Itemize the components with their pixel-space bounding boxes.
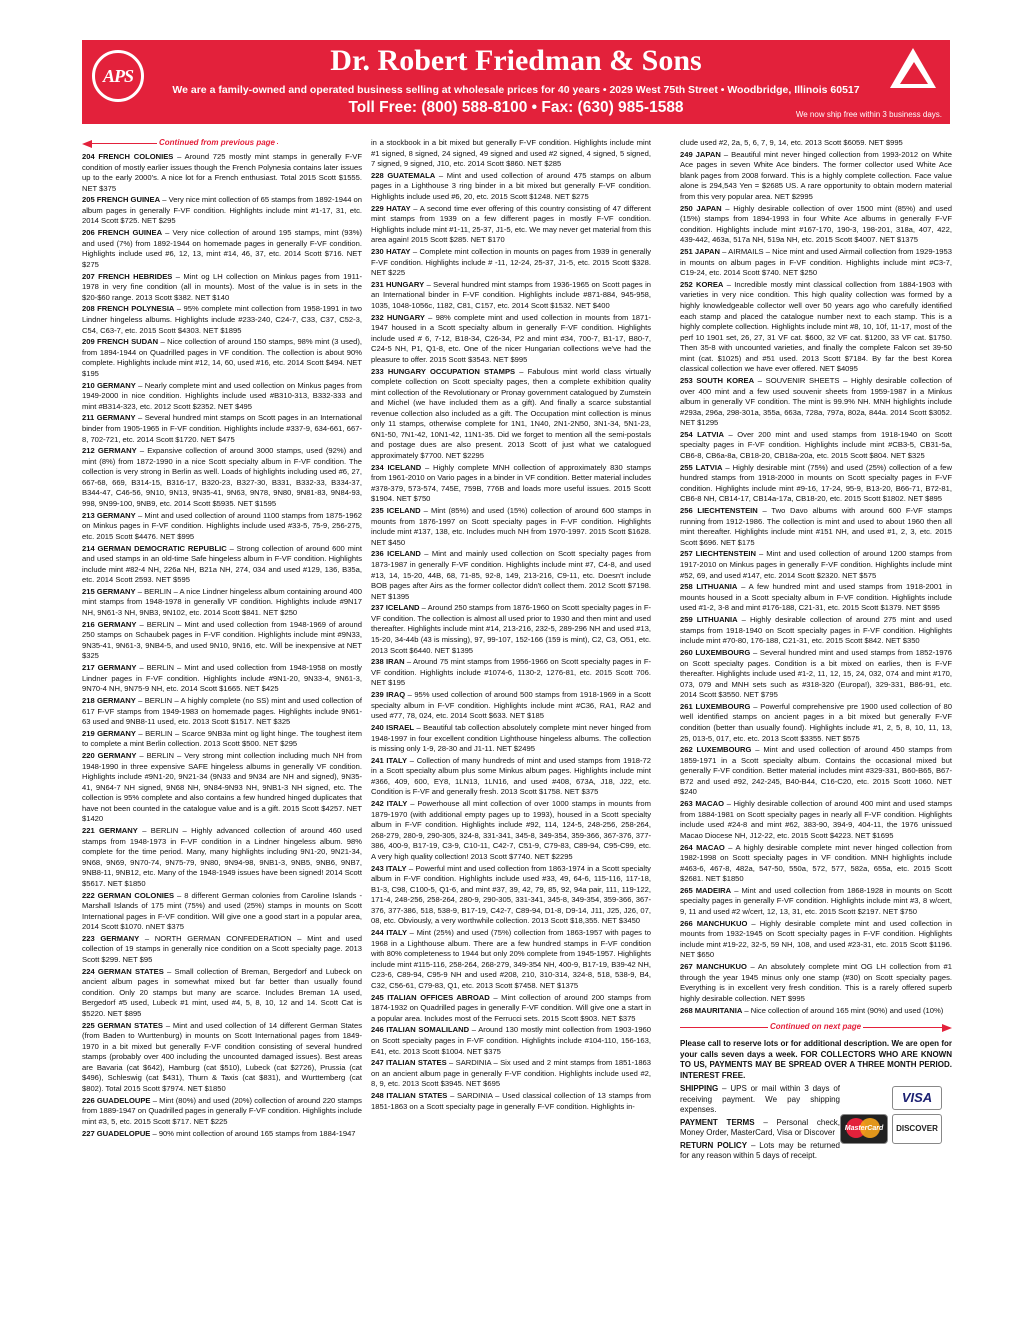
lot-entry — [82, 152, 362, 194]
lot-description: – BERLIN – A nice Lindner hingeless album containing around 400 mint stamps from 1948-1978 in generally VF condition. Highlights include #9N17 NH, 9N61-3 NH, 9NB3, 9N102, etc. 2014 Scott $841. NET $250 — [82, 586, 362, 618]
lot-entry — [680, 886, 952, 918]
lot-description: – Several hundred mint stamps on Scott pages in an International binder from 1905-1965 in F-VF condition. Highlights include #337-9, 634-661, 667-8, 702-721, etc. 2014 Scott $1720. NET $475 — [82, 413, 362, 444]
lot-heading: 267 MANCHUKUO — [680, 962, 747, 972]
lot-heading: 229 HATAY — [371, 203, 411, 213]
lot-description: – SARDINIA – Used classical collection of 13 stamps from 1851-1863 on a Scott specialty page in generally F-VF condition. Highlights in- — [371, 1091, 652, 1111]
lot-description: – Highly desirable collection of around 275 mint and used stamps from 1918-1940 on Scott specialty pages in F-VF condition. Highlights include mint #70-80, 176-188, C21-31, etc. 2015 Scott $842. NET $350 — [680, 615, 953, 646]
lot-heading: 215 GERMANY — [82, 586, 136, 596]
lot-description: – NORTH GERMAN CONFEDERATION – Mint and used collection of 19 stamps in generally nice condition on a Scott specialty page. 2013 Scott $299. NET $95 — [82, 933, 362, 965]
lot-heading: 232 HUNGARY — [371, 312, 425, 322]
lot-description: – 95% used collection of around 500 stamps from 1918-1969 in a Scott specialty album in F-VF condition. Highlights include mint #C36, RA1, RA2 and used #77, 78, 024, etc. 2014 Scott $633. NET $185 — [371, 690, 651, 721]
lot-description: – Expansive collection of around 3000 stamps, used (92%) and mint (8%) from 1872-1990 in a nice Scott specialty album in F-VF condition. The collection is very strong in Berlin as well. Loads of highlights including used #6, 27, 667-68, 669, B314-15, B316-17, B320-23, B327-30, B331, B332-33, B334-37, B344-47, C46-56, 9N10, 9N13, 9N35-41, 9N63, 9N78, 9N80, 9N81-83, 9N84-93, 998, 9N99-100, 9NB9, etc. 2014 Scott $5935. NET $1595 — [82, 446, 362, 508]
lot-heading: 263 MACAO — [680, 799, 725, 809]
lot-entry — [680, 843, 952, 885]
lot-description: – Around 130 mostly mint collection from 1903-1960 on Scott specialty pages in F-VF condition. Highlights include #104-110, 156-163, E41, etc. 2013 Scott $1004. NET $375 — [371, 1025, 651, 1056]
lot-entry — [82, 696, 362, 728]
lot-entry — [371, 993, 651, 1025]
lot-description: – 95% complete mint collection from 1958-1991 in two Lindner hingeless albums. Highlights include #233-240, C24-7, C33, C37, C52-3, C54, C63-7, etc. 2015 Scott $4303. NET $1895 — [82, 304, 362, 335]
lot-description: – Mint og LH collection on Minkus pages from 1911-1978 in very fine condition (all in mounts). Most of the value is in sets in the $20-$60 range. 2013 Scott $382. NET $140 — [82, 271, 362, 302]
lot-entry — [371, 506, 651, 548]
lot-entry — [371, 280, 651, 312]
lot-description: – Around 725 mostly mint stamps in generally F-VF condition of mostly earlier issues though the French Polynesia contains later issues up to the early 2000's. A nice lot for a French enthusiast. Total 2015 Scott $1555. NET $375 — [82, 152, 362, 193]
lot-entry — [82, 1129, 362, 1140]
lot-description: – Powerhouse all mint collection of over 1000 stamps in mounts from 1879-1970 (with additional empty pages up to 1993), housed in a Scott specialty album in F-VF condition. Highlights include #92, 114, 124-5, 248-256, 258-264, 268-279, 280-9, 290-305, 324-8, 331-341, 345-8, 349-354, 359-366, 367-376, 377-386, 400-9, B17-19, C3-9, C10-11, C42-7, C51-9, C79-83, C89-94, C95-C99, etc. A very high quality collection! 2013 Scott $7740. NET $2295 — [371, 799, 651, 861]
lot-entry — [680, 204, 952, 246]
lot-description: – Mint (25%) and used (75%) collection from 1863-1957 with pages to 1968 in a Lighthouse album. There are a few hundred stamps in F-VF condition with 80% completeness to 1944 but only 20% complete from 1945-1957. Highlights include mint #115-116, 258-264, 268-279, 349-354 NH, 400-9, B17-19, B39-42 NH, C23-6, C89-94, C95-9 NH and used #208, 210, 310-314, 324-8, 518, 538-9, B4, C32, C56-61, C79-83, Q1, etc. 2013 Scott $7458. NET $1375 — [371, 928, 651, 990]
lot-heading: 246 ITALIAN SOMALILAND — [371, 1025, 470, 1035]
lot-heading: 260 LUXEMBOURG — [680, 647, 751, 657]
lot-description: – BERLIN – Mint and used collection from 1948-1969 of around 250 stamps on Schaubek pages in F-VF condition. Highlights include mint #9N33, 9N35-41, 9N61-3, 9NB4-5, and used 9N10, 9N16, etc. Will be inexpensive at NET $325 — [82, 619, 362, 661]
lot-entry — [371, 723, 651, 755]
lot-description: – Mint (85%) and used (15%) collection of around 600 stamps in mounts from 1876-1997 on Scott specialty pages in F-VF condition. Highlights include mint #137, 138, etc. Includes much NH from 1970-1997. 2015 Scott $1628. NET $450 — [371, 506, 651, 547]
lot-entry — [82, 195, 362, 227]
lot-description: – BERLIN – Very strong mint collection including much NH from 1948-1990 in three expensive SAFE hingeless albums in generally VF condition. Highlights include #9N1-20, 9N21-34 (9N33 and 9N34 are NH and signed), 9N35-41, 9N64-7 NH signed, 9N68 NH, 9N84-9N93 NH, 9NB1-3 NH signed, etc. The collection is 95% complete and also contains a few hundred hinged duplicates that have not been counted in the catalogue value and is a gift. 2015 Scott $4257. NET $1420 — [82, 751, 362, 824]
lot-entry — [82, 1096, 362, 1128]
lot-entry — [680, 648, 952, 701]
lot-description: – Beautiful tab collection absolutely complete mint never hinged from 1948-1997 in four excellent condition Lighthouse hingeless albums. The collection is missing only 1-9, 28-30 and J1-11. NET $2495 — [371, 722, 651, 754]
lot-description: – Several hundred mint and used stamps from 1852-1976 on Scott specialty pages. Condition is a bit mixed on earlies, then is F-VF thereafter. Highlights include used #1-2, 11, 12, 15, 24, 032, 074 and mint #170, 073, 079 and MNH sets such as #318-320 (Europa!), 329-331, B86-91, etc. 2014 Scott $3550. NET $795 — [680, 647, 952, 700]
lot-entry — [371, 864, 651, 927]
lot-heading: 234 ICELAND — [371, 462, 422, 472]
lot-heading: 254 LATVIA — [680, 429, 725, 439]
lot-heading: 240 ISRAEL — [371, 722, 414, 732]
column-3 — [680, 138, 952, 1164]
lot-heading: 204 FRENCH COLONIES — [82, 152, 174, 161]
lot-description: – A highly desirable complete mint never hinged collection from 1982-1998 on Scott specialty pages in VF condition. MNH highlights include #463-6, 467-8, 482a, 547-50, 550a, 572, 577, 582a, 655a, etc. 2015 Scott $2681. NET $1850 — [680, 842, 953, 884]
lot-heading: 225 GERMAN STATES — [82, 1020, 163, 1030]
aps-logo: APS — [92, 50, 144, 102]
lot-entry — [680, 919, 952, 961]
continued-on-next: Continued on next page — [680, 1022, 952, 1033]
lot-entry — [680, 582, 952, 614]
lot-entry — [82, 446, 362, 509]
lot-entry — [680, 150, 952, 203]
ship-note: We now ship free within 3 business days. — [795, 110, 942, 119]
lot-heading: 212 GERMANY — [82, 446, 137, 456]
lot-entry — [82, 587, 362, 619]
lot-entry — [371, 247, 651, 279]
lot-entry — [680, 702, 952, 744]
discover-logo: DISCOVER — [892, 1114, 942, 1144]
lot-heading: 247 ITALIAN STATES — [371, 1058, 447, 1068]
lot-description: clude used #2, 2a, 5, 6, 7, 9, 14, etc. 2013 Scott $6059. NET $995 — [680, 138, 903, 147]
lot-description: – A few hundred mint and used stamps from 1918-2001 in mounts housed in a Scott specialty album in F-VF condition. Highlights include used #1-2, 3-8 and mint #176-188, C21-31, etc. 2015 Scott $1379. NET $595 — [680, 582, 952, 613]
lot-description: – Mint and mainly used collection on Scott specialty pages from 1873-1987 in generally F-VF condition. Highlights include mint #7, C4-8, and used #13, 14, 15-20, 44B, 68, 71-85, 92-8, 149, 213-216, C9-11, etc. Doesn't include BOB pages after Airs as the former collector didn't collect them. 2012 Scott $7198. NET $1395 — [371, 549, 651, 601]
company-name: Dr. Robert Friedman & Sons — [330, 44, 702, 77]
lot-heading: 230 HATAY — [371, 247, 411, 257]
lot-entry — [371, 756, 651, 798]
lot-entry — [371, 367, 651, 462]
lot-entry — [82, 337, 362, 379]
lot-description: – Around 75 mint stamps from 1956-1966 on Scott specialty pages in F-VF condition. Highlights include #1074-6, 1130-2, 1276-81, etc. 2015 Scott 706. NET $195 — [371, 657, 651, 688]
lot-description: – 90% mint collection of around 165 stamps from 1884-1947 — [150, 1128, 356, 1138]
visa-logo: VISA — [892, 1086, 942, 1110]
lot-description: – Very nice mint collection of 65 stamps from 1892-1944 on album pages in generally F-VF condition. Highlights include mint #1-17, 31, etc. 2014 Scott $725. NET $295 — [82, 195, 363, 226]
lot-heading: 249 JAPAN — [680, 149, 721, 159]
lot-entry — [82, 934, 362, 966]
lot-entry — [82, 751, 362, 825]
lot-heading: 223 GERMANY — [82, 933, 140, 943]
lot-heading: 227 GUADELOPUE — [82, 1128, 151, 1138]
mastercard-logo: MasterCard — [840, 1114, 888, 1144]
lot-entry — [82, 967, 362, 1020]
lot-description: – Highly desirable collection of over 1500 mint (85%) and used (15%) stamps from 1894-1993 in four White Ace albums in generally F-VF condition. Highlights include mint #167-170, 190-3, 198-201, 318a, 407, 422, 439-442, 463a, 517a NH, 519a NH, etc. 2015 Scott $4007. NET $1375 — [680, 203, 952, 245]
lot-description: – Mint and used collection of 14 different German States (from Baden to Wurttenburg) in mounts on Scott International pages from 1849-1970 in a bit mixed but generally F-VF condition consisting of several hundred stamps (probably over 400 including the uncounted damaged issues). Best areas are Bavaria (cat $642), Hamburg (cat $510), Lubeck (cat $2726), Prussia (cat $496), Schleswig (cat $431), Thurn & Taxis (cat $831), and Wurttemberg (cat $802). Total 2015 Scott $7974. NET $1850 — [82, 1020, 362, 1093]
lot-entry — [371, 1058, 651, 1090]
lot-description: – 98% complete mint and used collection in mounts from 1871-1947 housed in a Scott specialty album in generally F-VF condition. Highlights include used # 6, 7-12, B18-34, C26-34, P2 and mint #34, 700-7, B1-17, B80-7, C24-5 NH, P1, Q1-8, etc. One of the nicer Hungarian collections we've had the pleasure to offer. 2015 Scott $3543. NET $995 — [371, 312, 651, 364]
shipping-terms: SHIPPING – UPS or mail within 3 days of receiving payment. We pay shipping expenses. — [680, 1084, 840, 1115]
payment-terms: PAYMENT TERMS – Personal check, Money Order, MasterCard, Visa or Discover — [680, 1117, 841, 1138]
lot-heading: 228 GUATEMALA — [371, 170, 436, 180]
lot-heading: 236 ICELAND — [371, 549, 421, 559]
lot-description: – Nearly complete mint and used collection on Minkus pages from 1949-2000 in nice condition. Highlights include used #B310-313, B332-333 and mint #B314-323, etc. 2012 Scott $2352. NET $495 — [82, 380, 362, 411]
lot-heading: 208 FRENCH POLYNESIA — [82, 304, 175, 314]
lot-entry — [371, 603, 651, 656]
lot-description: – Strong collection of around 600 mint and used stamps in an old-time Safe hingeless album in F-VF condition. Highlights include mint #82-4 NH, 226a NH, B21a NH, 274, 034 and used #129, 136, B35a, etc. 2014 Scott 2593. NET $595 — [82, 543, 362, 585]
lot-heading: 251 JAPAN — [680, 247, 721, 257]
lot-heading: 265 MADEIRA — [680, 885, 732, 895]
lot-description: in a stockbook in a bit mixed but generally F-VF condition. Highlights include mint #1 signed, 8 signed, 24 signed, 49 signed and used #2 signed, 4 signed, 5 signed, 7 signed, 9 signed, J10, etc. 2014 Scott $860. NET $285 — [371, 138, 651, 169]
lot-heading: 243 ITALY — [371, 863, 407, 873]
lot-heading: 241 ITALY — [371, 755, 408, 765]
lot-description: – Beautiful mint never hinged collection from 1993-2012 on White Ace pages in seven White Ace binders. The former collector used White Ace blank pages from 2008 forward. This is a highly complete collection. Face value alone is 294,543 Yen = $2685 US. A rare opportunity to obtain modern material from this very popular area. NET $2995 — [680, 149, 952, 201]
lot-entry — [680, 280, 952, 375]
lot-heading: 235 ICELAND — [371, 506, 421, 516]
lot-heading: 206 FRENCH GUINEA — [82, 228, 163, 238]
lot-entry — [82, 304, 362, 336]
lot-entry — [82, 413, 362, 445]
lot-entry — [680, 615, 952, 647]
lot-description: – Mint (80%) and used (20%) collection of around 220 stamps from 1889-1947 on Quadrilled pages in generally F-VF condition. Highlights include mint #3, 5, etc. 2015 Scott $717. NET $225 — [82, 1095, 362, 1126]
lot-entry — [371, 138, 651, 170]
lot-entry — [371, 171, 651, 203]
lot-heading: 224 GERMAN STATES — [82, 966, 164, 976]
lot-entry — [371, 799, 651, 862]
lot-entry — [371, 313, 651, 366]
lot-description: – Highly complete MNH collection of approximately 830 stamps from 1961-2010 on Vario pages in a binder in VF condition. Better material includes #378-379, 573-574, 745E, 759B, 776B and loads more useful issues. 2015 Scott $1904. NET $750 — [371, 462, 652, 504]
lot-entry — [371, 463, 651, 505]
tagline: We are a family-owned and operated business selling at wholesale prices for 40 years • 2029 West 75th Street • Woodbridge, Illinois 60517 — [172, 84, 860, 96]
lot-entry — [371, 1091, 651, 1112]
lot-heading: 258 LITHUANIA — [680, 582, 738, 592]
lot-description: – Over 200 mint and used stamps from 1918-1940 on Scott specialty pages in F-VF condition. Highlights include mint #CB3-5, CB31-5a, CB6-8, CB6a-8a, CB18-20, CB18a-20a, etc. 2015 Scott $804. NET $325 — [680, 429, 952, 460]
lot-heading: 219 GERMANY — [82, 728, 136, 738]
lot-heading: 237 ICELAND — [371, 603, 420, 613]
lot-entry — [82, 729, 362, 750]
lot-entry — [680, 1006, 952, 1017]
lot-heading: 211 GERMANY — [82, 413, 136, 423]
lot-entry — [680, 138, 952, 149]
lot-description: – Very nice collection of around 195 stamps, mint (93%) and used (7%) from 1892-1944 on homemade pages in generally F-VF condition. Highlights include used #6, 12, 13, mint #14, 46, 37, etc. 2014 Scott $716. NET $275 — [82, 228, 362, 269]
lot-description: – Mint and used collection of around 1200 stamps from 1917-2010 on Minkus pages in generally F-VF condition. Highlights include mint #52, 69, and used #147, etc. 2014 Scott $2320. NET $575 — [680, 549, 952, 580]
lot-description: – Two Davo albums with around 600 F-VF stamps running from 1912-1986. The collection is mint and used to about 1960 then all mint thereafter. Highlights include mint #151 NH, and used #1, 2, 3, etc. 2015 Scott $696. NET $175 — [680, 506, 952, 547]
lot-description: – A second time ever offering of this country consisting of 47 different mint stamps from 1939 on a few different pages in mostly F-VF condition. Highlights include mint #1-11, 25-37, J1-5, etc. We may never get material from this area again! 2015 Scott $285. NET $170 — [371, 203, 652, 245]
lot-heading: 268 MAURITANIA — [680, 1005, 743, 1015]
lot-description: – Powerful mint and used collection from 1863-1974 in a Scott specialty album in F-VF condition. Highlights include used #33, 49, 64-6, 115-116, 117-18, B1-3, C98, C100-5, Q1-6, and mint #37, 39, 42, 79, 85, 92, 94a pair, 111, 119-122, 171-4, 248-256, 258-264, 280-9, 290-305, 331-341, 345-8, 349-354, 359-366, 367-376, 377-386, 518, 538-9, B17-19, C42-7, C89-94, D1-8, D9-14, J11, J25, J26, 07, 08, etc. Obviously, a very worthwhile collection. 2013 Scott $18,355. NET $3450 — [371, 863, 651, 926]
ordering-notice: Please call to reserve lots or for additional description. We are open for your calls seven days a week. FOR COLLECTORS WHO ARE KNOWN TO US, PAYMENTS MAY BE SPREAD OVER A THREE MONTH PERIOD. INTEREST FREE. — [680, 1039, 952, 1080]
lot-description: – Nice collection of around 165 mint (90%) and used (10%) — [742, 1005, 944, 1015]
lot-description: – BERLIN – Scarce 9NB3a mint og light hinge. The toughest item to complete a mint Berlin collection. 2013 Scott $500. NET $295 — [82, 728, 362, 749]
lot-heading: 250 JAPAN — [680, 203, 722, 213]
lot-description: – Mint and used collection from 1868-1928 in mounts on Scott specialty pages in generally F-VF condition. Highlights include mint #3, 8 w/cert, 9, 11 and used #2 w/cert, 12, 13, 31, etc. 2015 Scott $2197. NET $750 — [680, 885, 953, 917]
lot-heading: 218 GERMANY — [82, 695, 136, 705]
lot-entry — [82, 826, 362, 889]
lot-description: – BERLIN – Highly advanced collection of around 460 used stamps from 1948-1973 in F-VF condition in a Lindner hingeless album. 98% complete for the time period. Many, many highlights including 9N1-20, 9N21-34, 9N68, 9N69, 9N70-74, 9N75-79, 9N80, 9N94-98, 9NB1-3, 9NB5, 9NB6, 9NB7, 9NB8-11, 9NB12, etc. Many of the 1948-1949 issues have been signed! 2014 Scott $5617. NET $1850 — [82, 826, 362, 888]
lot-description: – Nice collection of around 150 stamps, 98% mint (3 used), from 1894-1944 on Quadrilled pages in VF condition. The collection is about 90% complete. Highlights include mint #12, 14, 60, used #16, etc. 2014 Scott $494. NET $195 — [82, 337, 362, 378]
lot-description: – Mint and used collection of around 475 stamps on album pages in a Lighthouse 3 ring binder in a bit mixed but generally F-VF condition. Highlights include used #6, 20, etc. 2015 Scott $1248. NET $275 — [371, 170, 651, 201]
lot-entry — [82, 663, 362, 695]
lot-heading: 214 GERMAN DEMOCRATIC REPUBLIC — [82, 543, 227, 553]
lot-entry — [82, 891, 362, 933]
lot-description: – 8 different German colonies from Caroline Islands - Marshall Islands of 175 mint (75%) and used (25%) stamps in mounts on Scott International pages in F-VF condition. Will give one a good start in a popular area, 2014 Scott $1070. nNET $375 — [82, 890, 362, 932]
lot-entry — [82, 381, 362, 413]
lot-heading: 210 GERMANY — [82, 380, 136, 390]
lot-heading: 220 GERMANY — [82, 751, 137, 761]
lot-description: – Mint and used collection of around 1100 stamps from 1875-1962 on Minkus pages in F-VF condition. Highlights include used #33-5, 75-9, 256-275, etc. 2015 Scott $4476. NET $995 — [82, 510, 362, 541]
lot-description: – Fabulous mint world class virtually complete collection on Scott specialty pages, then a complete exhibition quality mint collection of the Revolutionary or Pronay government catalogued by Zumstein and Michel (we have included them as a gift). And finally a scarce substantial revenue collection also included as a gift. The Occupation mint collection is minus only 11 stamps, otherwise complete for 1N1, 1N40, 2N1-2N50, 3N1-34, 5N1-23, 6N1-50, 7N1-42, 10N1-42, 11N1-35. Did we forget to mention all the semi-postals and postage dues are also present. 2013 Scott of just what we catalogued approximately $7700. NET $2295 — [371, 366, 651, 460]
lot-entry — [371, 657, 651, 689]
lot-description: – Mint collection of around 200 stamps from 1874-1932 on Quadrilled pages in generally F-VF condition. Will give one a start in a popular area. Includes most of the Ferrucci sets. 2015 Scott $903. NET $375 — [371, 992, 651, 1023]
lot-description: – AIRMAILS – Nice mint and used Airmail collection from 1929-1953 in mounts on album pages in F-VF condition. Highlights include mint #C3-7, C19-24, etc. 2014 Scott $740. NET $250 — [680, 247, 952, 278]
lot-entry — [371, 690, 651, 722]
lot-entry — [82, 620, 362, 662]
phone-fax: Toll Free: (800) 588-8100 • Fax: (630) 985-1588 — [348, 99, 684, 116]
lot-entry — [371, 549, 651, 602]
lot-heading: 257 LIECHTENSTEIN — [680, 549, 757, 559]
ordering-info — [680, 1039, 952, 1162]
lot-heading: 209 FRENCH SUDAN — [82, 337, 159, 347]
lot-entry — [680, 799, 952, 841]
lot-heading: 221 GERMANY — [82, 826, 138, 836]
lot-entry — [82, 228, 362, 270]
lot-description: – BERLIN – Mint and used collection from 1948-1958 on mostly Lindner pages in F-VF condition. Highlights include #9N1-20, 9N33-4, 9N61-3, 9N70-4 NH, 9N75-9 NH, etc. 2014 Scott $1665. NET $425 — [82, 663, 362, 694]
lot-entry — [371, 928, 651, 991]
lot-description: – Powerful comprehensive pre 1900 used collection of 80 well identified stamps on ancient pages in a bit mixed but generally F-VF condition (better than usually found). Highlights include #1, 2, 5, 8, 10, 11, 13, 25, 013-5, 017, etc. etc. 2013 Scott $3355. NET $575 — [680, 701, 952, 743]
lot-description: – Highly desirable complete mint and used collection in mounts from 1932-1945 on Scott specialty pages in F-VF condition. Highlights include mint #19-22, 32-5, 59 NH, 108, and used #23-31, etc. 2015 Scott $1196. NET $650 — [680, 918, 952, 960]
lot-description: – SOUVENIR SHEETS – Highly desirable collection of over 400 mint and a few used souvenir sheets from 1959-1987 in a Minkus album in generally VF condition. The mint is 99.9% NH. MNH highlights include #293a, 296a, 298-301a, 355a, 663a, 728a, 797a, 802a, 844a. 2014 Scott $3052. NET $1295 — [680, 375, 952, 428]
lot-entry — [680, 247, 952, 279]
lot-heading: 259 LITHUANIA — [680, 615, 738, 625]
lot-entry — [680, 430, 952, 462]
lot-description: – Around 250 stamps from 1876-1960 on Scott specialty pages in F-VF condition. The collection is almost all used prior to 1930 and then mint and used thereafter. Highlights include mint #14, 213-216, 232-5, 289-296 NH and used #13, 15-20, 34-44b (43 is missing), 97, 99-107, 152-166 (159 is mint), C2, C3, O51, etc. 2013 Scott $6440. NET $1395 — [371, 603, 651, 655]
lot-heading: 222 GERMAN COLONIES — [82, 890, 175, 900]
lot-description: – SARDINIA – Six used and 2 mint stamps from 1851-1863 on an ancient album page in generally F-VF condition. Highlights include used #2, 8, 9, etc. 2013 Scott $3945. NET $695 — [371, 1058, 651, 1089]
lot-heading: 248 ITALIAN STATES — [371, 1091, 448, 1101]
lot-description: – Highly desirable collection of around 400 mint and used stamps from 1884-1981 on Scott specialty pages in nearly all F-VF condition. Highlights include used #24-8 and mint #62, 383-90, 394-9, 404-11, the 1976 unissued Macao Diocese NH, J12-22, etc. 2015 Scott $4223. NET $1695 — [680, 799, 952, 840]
lot-entry — [82, 272, 362, 304]
lot-heading: 266 MANCHUKUO — [680, 918, 748, 928]
lot-heading: 244 ITALY — [371, 928, 408, 938]
lot-description: – Mint and used collection of around 450 stamps from 1859-1971 in a Scott specialty album. Contains the occasional mixed but generally F-VF condition. Better material includes mint #329-331, B60-B65, B67-B72 and used #92, 242-245, B40-B44, C16-C20, etc. 2015 Scott 1060. NET $240 — [680, 745, 952, 797]
lot-heading: 205 FRENCH GUINEA — [82, 195, 161, 205]
return-policy: RETURN POLICY – Lots may be returned for any reason within 5 days of receipt. — [680, 1140, 840, 1161]
continued-from-previous: Continued from previous page — [82, 138, 362, 149]
lot-entry — [680, 376, 952, 429]
lot-entry — [680, 549, 952, 581]
column-2 — [371, 138, 651, 1113]
lot-heading: 217 GERMANY — [82, 663, 137, 673]
lot-heading: 233 HUNGARY OCCUPATION STAMPS — [371, 366, 516, 376]
lot-heading: 252 KOREA — [680, 279, 724, 289]
lot-entry — [82, 544, 362, 586]
lot-heading: 245 ITALIAN OFFICES ABROAD — [371, 992, 490, 1002]
lot-entry — [680, 463, 952, 505]
lot-description: – Incredible mostly mint classical collection from 1884-1903 with varieties in very nice condition. This high quality collection was formed by a highly knowledgeable collector well over 50 years ago who carefully identified each stamp and placed the catalogue number next to each stamp. This is a highly complete collection. Highlights include mint #8, 10, 10f, 11-17, most of the perf 10 1901 set, 26, 27, 31 VF cat. $600, 32 VF cat. $1200, 33 VF cat. $1750. Then 35-8 with uncounted varieties, and finally the complete Falcon set 39-50 mint (cat. $1025) and #51 used. 2013 Scott $7184. By far the best Korea classical collection we have ever offered. NET $4095 — [680, 279, 952, 374]
lot-heading: 264 MACAO — [680, 842, 725, 852]
lot-heading: 231 HUNGARY — [371, 279, 425, 289]
lot-heading: 238 IRAN — [371, 657, 405, 667]
column-1 — [82, 138, 362, 1140]
arrow-right-icon — [942, 1024, 952, 1032]
lot-heading: 216 GERMANY — [82, 619, 137, 629]
lot-description: – BERLIN – A highly complete (no SS) mint and used collection of 617 F-VF stamps from 1949-1983 on homemade pages. Highlights include 9N61-63 used and 9NB8-11 used, etc. 2013 Scott $1517. NET $325 — [82, 695, 362, 727]
lot-heading: 255 LATVIA — [680, 462, 723, 472]
lot-description: – Collection of many hundreds of mint and used stamps from 1918-72 in a Scott specialty album plus some Minkus album pages. Highlights include mint #366, 409, 600, EY8, 1LN13, 1LN16, and used #408, 673A, J18, J22, etc. Condition is F-VF and generally fresh. 2013 Scott $1758. NET $375 — [371, 755, 651, 797]
lot-entry — [680, 506, 952, 548]
lot-entry — [680, 745, 952, 798]
lot-heading: 253 SOUTH KOREA — [680, 375, 755, 385]
lot-heading: 239 IRAQ — [371, 690, 406, 700]
lot-description: – Complete mint collection in mounts on pages from 1939 in generally F-VF condition. Highlights include # -11, 12-24, 25-37, J1-5, etc. 2015 Scott $328. NET $225 — [371, 247, 652, 278]
lot-description: – Highly desirable mint (75%) and used (25%) collection of a few hundred stamps from 1918-2000 in mounts on Scott specialty pages in F-VF condition. Highlights include mint #9-16, 17-24, 95-9, B13-20, B66-71, B72-81, CB6-8 NH, CB14-17, CB14a-17a, CB18-20, etc. 2015 Scott $1802. NET $895 — [680, 462, 952, 504]
lot-description: – Small collection of Breman, Bergedorf and Lubeck on ancient album pages in somewhat mixed but far better than usually found condition. Only 20 stamps but many are scarce. Includes Breman 1A used, Bergedorf #5 used, Lubeck #1 mint, used #4, 5, 8, 10, 12 and 14. Scott Cat is $5220. NET $895 — [82, 966, 363, 1018]
lot-heading: 242 ITALY — [371, 799, 408, 809]
lot-heading: 207 FRENCH HEBRIDES — [82, 271, 173, 281]
lot-entry — [371, 1025, 651, 1057]
lot-entry — [82, 511, 362, 543]
lot-entry — [371, 204, 651, 246]
lot-heading: 256 LIECHTENSTEIN — [680, 506, 758, 516]
header-banner — [82, 40, 950, 124]
lot-heading: 213 GERMANY — [82, 510, 136, 520]
lot-entry — [680, 962, 952, 1004]
lot-heading: 226 GUADELOUPE — [82, 1095, 151, 1105]
lot-entry — [82, 1021, 362, 1095]
lot-description: – Several hundred mint stamps from 1936-1965 on Scott pages in an International binder in F-VF condition. Highlights include #871-884, 945-958, 1035, 1048-1056c, 1182, C81, C157, etc. 2014 Scott $1532. NET $400 — [371, 279, 651, 310]
lot-heading: 262 LUXEMBOURG — [680, 745, 752, 755]
lot-description: – An absolutely complete mint OG LH collection from #1 through the year 1945 minus only one stamp (#30) on Scott specialty pages. Everything is in excellent very fresh condition. This is a rarely offered superb highly desirable collection. NET $995 — [680, 962, 953, 1003]
lot-heading: 261 LUXEMBOURG — [680, 701, 751, 711]
